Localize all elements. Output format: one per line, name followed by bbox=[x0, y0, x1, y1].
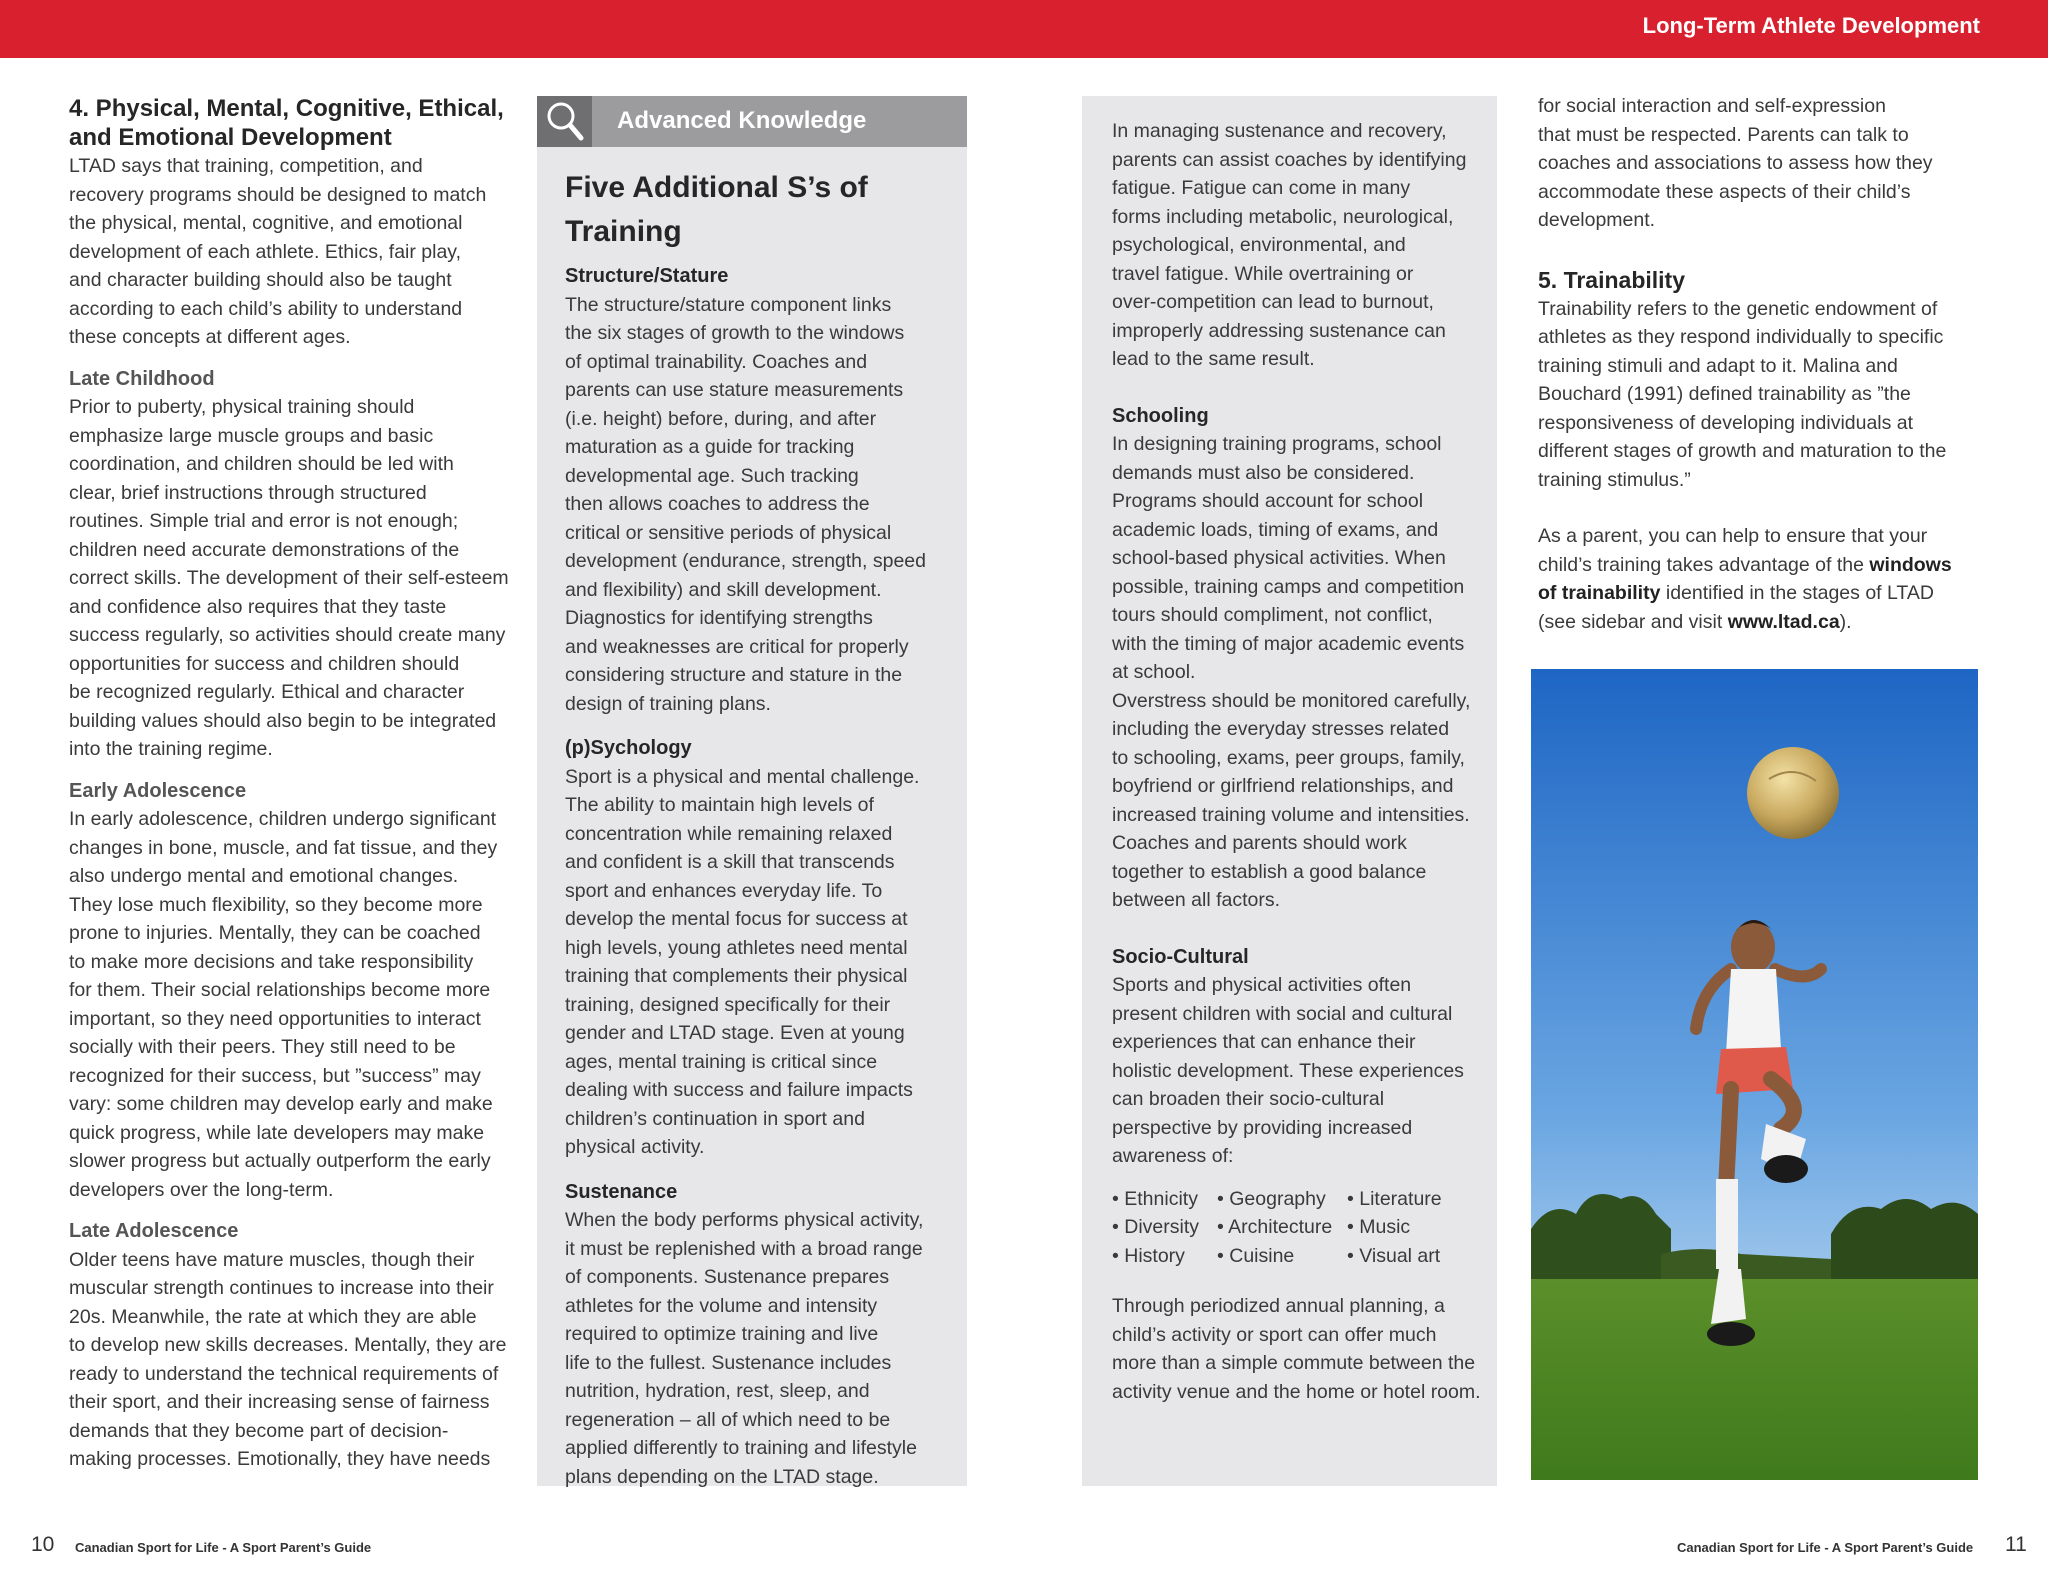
text-line: emphasize large muscle groups and basic bbox=[69, 424, 434, 447]
trainability-bold: of trainability bbox=[1538, 582, 1661, 604]
text-line: lead to the same result. bbox=[1112, 348, 1315, 370]
psychology-paragraph bbox=[565, 763, 950, 1162]
text-line: In managing sustenance and recovery, bbox=[1112, 120, 1447, 142]
text-line: travel fatigue. While overtraining or bbox=[1112, 262, 1414, 285]
page-number-right: 11 bbox=[2005, 1533, 2027, 1556]
text-line: development (endurance, strength, speed bbox=[565, 550, 926, 572]
text-line: to develop new skills decreases. Mentally, they are bbox=[69, 1334, 507, 1356]
text-line: developmental age. Such tracking bbox=[565, 464, 859, 487]
text-line: for them. Their social relationships become more bbox=[69, 979, 491, 1001]
text-line: parents can use stature measurements bbox=[565, 379, 904, 401]
text-line: As a parent, you can help to ensure that your bbox=[1538, 525, 1928, 547]
text-line: parents can assist coaches by identifying bbox=[1112, 148, 1467, 171]
windows-bold: windows bbox=[1869, 553, 1952, 576]
text-line: and character building should also be taught bbox=[69, 269, 452, 291]
text-line: and flexibility) and skill development. bbox=[565, 578, 882, 601]
text-line: and confidence also requires that they taste bbox=[69, 595, 447, 618]
text-line: for social interaction and self-expression bbox=[1538, 95, 1886, 117]
ltad-link[interactable]: www.ltad.ca bbox=[1727, 610, 1840, 633]
text-line: coaches and associations to assess how they bbox=[1538, 152, 1933, 174]
late-childhood-heading: Late Childhood bbox=[69, 367, 215, 390]
text-line: awareness of: bbox=[1112, 1145, 1234, 1167]
text-line: considering structure and stature in the bbox=[565, 664, 903, 686]
list-item: • Ethnicity bbox=[1112, 1187, 1198, 1210]
text-line: sport and enhances everyday life. To bbox=[565, 879, 883, 902]
text-line: socially with their peers. They still need to be bbox=[69, 1036, 456, 1058]
text-line: success regularly, so activities should create many bbox=[69, 624, 506, 646]
text-line: children need accurate demonstrations of the bbox=[69, 538, 460, 561]
header-bar bbox=[0, 0, 2048, 58]
section-heading bbox=[69, 94, 509, 152]
text-line: development of each athlete. Ethics, fair play, bbox=[69, 240, 462, 263]
list-item: • History bbox=[1112, 1244, 1185, 1267]
text-line: training stimuli and adapt to it. Malina and bbox=[1538, 354, 1898, 377]
trainability-paragraph bbox=[1538, 295, 1978, 495]
text-line: plans depending on the LTAD stage. bbox=[565, 1465, 879, 1488]
trainability-heading: 5. Trainability bbox=[1538, 266, 1685, 293]
late-adolescence-paragraph bbox=[69, 1246, 509, 1474]
text-line: design of training plans. bbox=[565, 692, 771, 715]
text-line: muscular strength continues to increase into their bbox=[69, 1277, 494, 1299]
text-line: making processes. Emotionally, they have needs bbox=[69, 1448, 491, 1470]
text-line: Programs should account for school bbox=[1112, 490, 1424, 512]
text-line: (see sidebar and visit bbox=[1538, 610, 1728, 633]
schooling-paragraph bbox=[1112, 430, 1492, 915]
text-line: training, designed specifically for their bbox=[565, 993, 891, 1016]
bullet-column bbox=[1347, 1185, 1442, 1271]
text-line: and weaknesses are critical for properly bbox=[565, 635, 909, 658]
text-line: develop the mental focus for success at bbox=[565, 908, 908, 930]
text-line: tours should compliment, not conflict, bbox=[1112, 604, 1433, 626]
text-line: be recognized regularly. Ethical and character bbox=[69, 681, 465, 703]
text-line: that must be respected. Parents can talk to bbox=[1538, 123, 1909, 146]
text-line: recovery programs should be designed to match bbox=[69, 183, 487, 206]
footer-text-left: Canadian Sport for Life - A Sport Parent’s Guide bbox=[75, 1540, 372, 1555]
text-line: identified in the stages of LTAD bbox=[1660, 582, 1934, 604]
text-line: accommodate these aspects of their child’s bbox=[1538, 180, 1911, 203]
text-line: psychological, environmental, and bbox=[1112, 234, 1406, 256]
text-line: can broaden their socio-cultural bbox=[1112, 1088, 1385, 1110]
text-line: with the timing of major academic events bbox=[1112, 632, 1465, 655]
list-item: • Literature bbox=[1347, 1187, 1442, 1210]
text-line: together to establish a good balance bbox=[1112, 860, 1427, 883]
text-line: then allows coaches to address the bbox=[565, 493, 870, 515]
magnifier-icon bbox=[537, 96, 592, 147]
footer-text-right: Canadian Sport for Life - A Sport Parent’s Guide bbox=[1677, 1540, 1974, 1555]
socio-cultural-paragraph bbox=[1112, 971, 1492, 1171]
text-line: physical activity. bbox=[565, 1136, 705, 1158]
heading-line: 4. Physical, Mental, Cognitive, Ethical, bbox=[69, 95, 504, 122]
sidebar-column-2 bbox=[1112, 117, 1492, 1406]
text-line: Coaches and parents should work bbox=[1112, 832, 1407, 854]
closing-paragraph bbox=[1112, 1292, 1492, 1406]
text-line: 20s. Meanwhile, the rate at which they are able bbox=[69, 1305, 477, 1328]
text-line: responsiveness of developing individuals at bbox=[1538, 411, 1914, 434]
text-line: training that complements their physical bbox=[565, 965, 908, 987]
text-line: high levels, young athletes need mental bbox=[565, 936, 908, 959]
text-line: the physical, mental, cognitive, and emotional bbox=[69, 212, 463, 234]
text-line: required to optimize training and live bbox=[565, 1323, 879, 1345]
text-line: applied differently to training and lifestyle bbox=[565, 1437, 917, 1459]
text-line: slower progress but actually outperform the early bbox=[69, 1150, 491, 1172]
text-line: of components. Sustenance prepares bbox=[565, 1266, 890, 1288]
text-line: ). bbox=[1839, 610, 1852, 633]
text-line: gender and LTAD stage. Even at young bbox=[565, 1022, 905, 1044]
text-line: academic loads, timing of exams, and bbox=[1112, 518, 1439, 541]
structure-heading: Structure/Stature bbox=[565, 265, 729, 287]
text-line: opportunities for success and children should bbox=[69, 652, 460, 675]
schooling-heading: Schooling bbox=[1112, 404, 1209, 427]
text-line: perspective by providing increased bbox=[1112, 1116, 1413, 1139]
text-line: into the training regime. bbox=[69, 738, 273, 760]
advanced-knowledge-label: Advanced Knowledge bbox=[617, 107, 867, 134]
text-line: possible, training camps and competition bbox=[1112, 575, 1465, 598]
continued-paragraph bbox=[1538, 92, 1978, 235]
text-line: more than a simple commute between the bbox=[1112, 1352, 1476, 1374]
text-line: the six stages of growth to the windows bbox=[565, 322, 905, 344]
text-line: Prior to puberty, physical training should bbox=[69, 396, 415, 418]
text-line: athletes for the volume and intensity bbox=[565, 1294, 878, 1317]
text-line: improperly addressing sustenance can bbox=[1112, 319, 1446, 342]
text-line: increased training volume and intensities. bbox=[1112, 803, 1470, 826]
awareness-bullet-list bbox=[1112, 1185, 1492, 1271]
late-childhood-paragraph bbox=[69, 393, 509, 764]
text-line: changes in bone, muscle, and fat tissue, and they bbox=[69, 836, 498, 859]
text-line: ready to understand the technical requirements of bbox=[69, 1362, 499, 1385]
right-column bbox=[1538, 92, 1978, 636]
text-line: routines. Simple trial and error is not enough; bbox=[69, 510, 459, 532]
text-line: it must be replenished with a broad range bbox=[565, 1237, 923, 1260]
list-item: • Diversity bbox=[1112, 1216, 1199, 1238]
text-line: developers over the long-term. bbox=[69, 1178, 334, 1201]
text-line: maturation as a guide for tracking bbox=[565, 436, 855, 458]
text-line: dealing with success and failure impacts bbox=[565, 1079, 913, 1101]
early-adolescence-heading: Early Adolescence bbox=[69, 779, 247, 802]
text-line: including the everyday stresses related bbox=[1112, 718, 1450, 740]
text-line: to schooling, exams, peer groups, family, bbox=[1112, 746, 1465, 769]
text-line: experiences that can enhance their bbox=[1112, 1031, 1416, 1053]
list-item: • Geography bbox=[1217, 1187, 1326, 1210]
text-line: critical or sensitive periods of physical bbox=[565, 521, 892, 544]
text-line: important, so they need opportunities to interact bbox=[69, 1007, 481, 1030]
advanced-knowledge-banner bbox=[537, 96, 967, 147]
text-line: In early adolescence, children undergo significant bbox=[69, 808, 497, 830]
text-line: correct skills. The development of their self-esteem bbox=[69, 567, 509, 589]
text-line: school-based physical activities. When bbox=[1112, 547, 1446, 569]
text-line: also undergo mental and emotional changes. bbox=[69, 865, 459, 887]
text-line: Bouchard (1991) defined trainability as ”the bbox=[1538, 383, 1911, 405]
text-line: and confident is a skill that transcends bbox=[565, 851, 895, 873]
text-line: fatigue. Fatigue can come in many bbox=[1112, 177, 1411, 199]
bullet-column bbox=[1112, 1185, 1217, 1271]
text-line: holistic development. These experiences bbox=[1112, 1059, 1464, 1082]
sidebar-column-1 bbox=[565, 166, 950, 1491]
text-line: activity venue and the home or hotel room. bbox=[1112, 1380, 1481, 1403]
text-line: In designing training programs, school bbox=[1112, 433, 1442, 455]
parent-paragraph bbox=[1538, 522, 1978, 636]
text-line: (i.e. height) before, during, and after bbox=[565, 407, 877, 430]
left-column bbox=[69, 94, 509, 1474]
text-line: different stages of growth and maturation to the bbox=[1538, 440, 1947, 462]
text-line: concentration while remaining relaxed bbox=[565, 822, 893, 845]
text-line: clear, brief instructions through structured bbox=[69, 481, 427, 504]
text-line: present children with social and cultural bbox=[1112, 1002, 1453, 1025]
list-item: • Cuisine bbox=[1217, 1244, 1295, 1267]
text-line: ages, mental training is critical since bbox=[565, 1050, 878, 1073]
sustenance-heading: Sustenance bbox=[565, 1180, 678, 1203]
page-number-left: 10 bbox=[31, 1533, 55, 1556]
text-line: prone to injuries. Mentally, they can be coached bbox=[69, 922, 481, 944]
text-line: between all factors. bbox=[1112, 889, 1281, 911]
socio-cultural-heading: Socio-Cultural bbox=[1112, 945, 1249, 968]
text-line: quick progress, while late developers may make bbox=[69, 1121, 485, 1144]
text-line: coordination, and children should be led with bbox=[69, 453, 454, 475]
text-line: child’s training takes advantage of the bbox=[1538, 553, 1870, 576]
text-line: athletes as they respond individually to specific bbox=[1538, 326, 1944, 348]
text-line: to make more decisions and take responsibility bbox=[69, 950, 474, 973]
list-item: • Music bbox=[1347, 1216, 1411, 1238]
text-line: The structure/stature component links bbox=[565, 293, 892, 316]
text-line: building values should also begin to be integrated bbox=[69, 709, 497, 732]
text-line: When the body performs physical activity, bbox=[565, 1209, 924, 1231]
sustenance-paragraph bbox=[565, 1206, 950, 1491]
text-line: LTAD says that training, competition, and bbox=[69, 155, 423, 177]
text-line: boyfriend or girlfriend relationships, and bbox=[1112, 775, 1454, 797]
text-line: at school. bbox=[1112, 661, 1196, 683]
text-line: children’s continuation in sport and bbox=[565, 1107, 865, 1130]
list-item: • Visual art bbox=[1347, 1244, 1441, 1267]
text-line: The ability to maintain high levels of bbox=[565, 794, 874, 816]
text-line: They lose much flexibility, so they become more bbox=[69, 893, 483, 916]
text-line: their sport, and their increasing sense of fairness bbox=[69, 1391, 490, 1413]
text-line: Trainability refers to the genetic endowment of bbox=[1538, 297, 1938, 320]
header-title: Long-Term Athlete Development bbox=[1642, 13, 1980, 38]
text-line: development. bbox=[1538, 209, 1656, 231]
text-line: over-competition can lead to burnout, bbox=[1112, 291, 1434, 313]
text-line: regeneration – all of which need to be bbox=[565, 1408, 891, 1431]
soccer-girl-photo bbox=[1531, 669, 1978, 1480]
text-line: Sport is a physical and mental challenge. bbox=[565, 765, 920, 788]
text-line: of optimal trainability. Coaches and bbox=[565, 350, 868, 373]
list-item: • Architecture bbox=[1217, 1216, 1333, 1238]
late-adolescence-heading: Late Adolescence bbox=[69, 1220, 239, 1242]
text-line: Diagnostics for identifying strengths bbox=[565, 607, 873, 629]
structure-paragraph bbox=[565, 291, 950, 719]
bullet-column bbox=[1217, 1185, 1347, 1271]
text-line: training stimulus.” bbox=[1538, 468, 1691, 491]
text-line: Through periodized annual planning, a bbox=[1112, 1295, 1445, 1317]
text-line: forms including metabolic, neurological, bbox=[1112, 205, 1454, 228]
sidebar-title: Five Additional S’s of Training bbox=[565, 171, 868, 248]
text-line: child’s activity or sport can offer much bbox=[1112, 1323, 1437, 1346]
text-line: Overstress should be monitored carefully, bbox=[1112, 689, 1471, 712]
heading-line: and Emotional Development bbox=[69, 124, 392, 151]
text-line: vary: some children may develop early and make bbox=[69, 1093, 493, 1115]
text-line: Older teens have mature muscles, though their bbox=[69, 1248, 475, 1271]
early-adolescence-paragraph bbox=[69, 805, 509, 1204]
text-line: these concepts at different ages. bbox=[69, 326, 351, 348]
text-line: demands must also be considered. bbox=[1112, 461, 1415, 484]
text-line: Sports and physical activities often bbox=[1112, 974, 1412, 996]
psychology-heading: (p)Sychology bbox=[565, 737, 692, 759]
text-line: demands that they become part of decision- bbox=[69, 1419, 449, 1442]
text-line: recognized for their success, but ”success” may bbox=[69, 1064, 481, 1087]
sustenance-continued-paragraph bbox=[1112, 117, 1492, 374]
text-line: according to each child’s ability to understand bbox=[69, 297, 463, 320]
text-line: nutrition, hydration, rest, sleep, and bbox=[565, 1380, 870, 1402]
intro-paragraph bbox=[69, 152, 509, 352]
text-line: life to the fullest. Sustenance includes bbox=[565, 1351, 892, 1374]
